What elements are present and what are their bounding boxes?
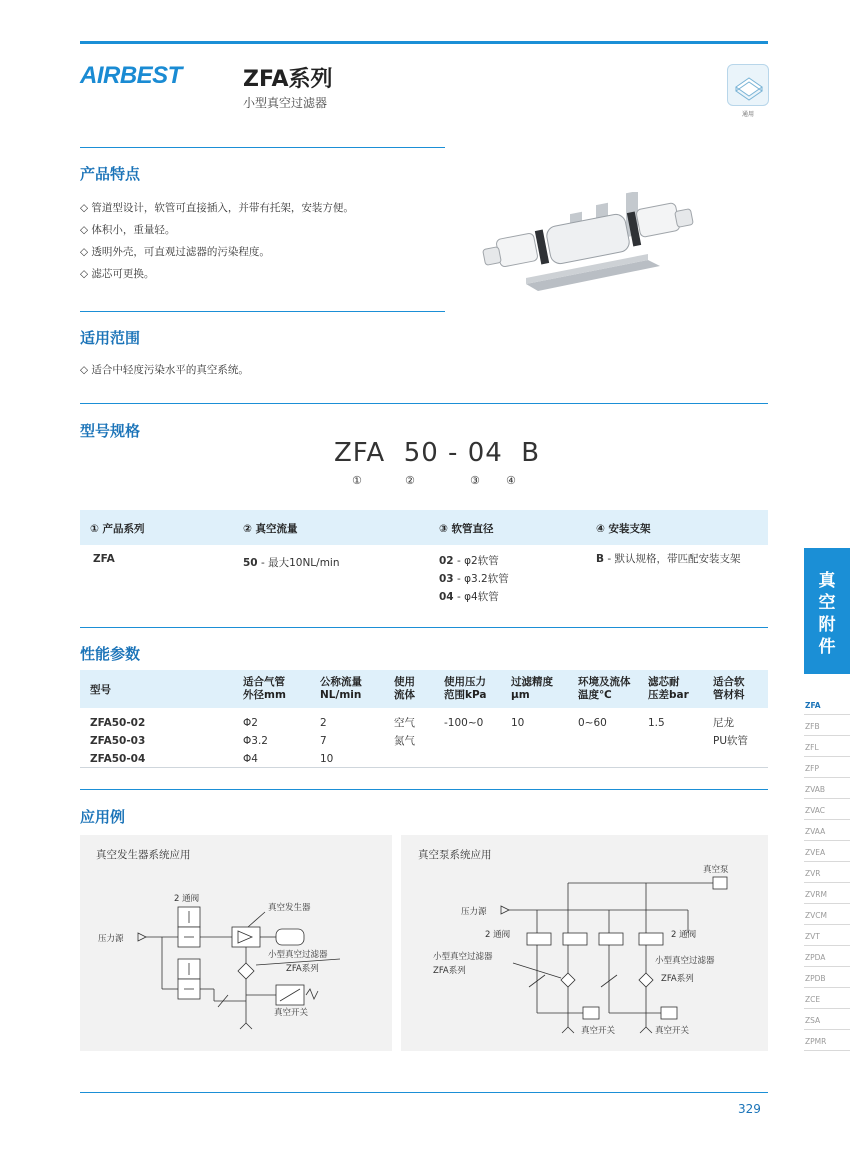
perf-header: 公称流量 NL/min [320,676,362,701]
right-valve-right-label: 2 通阀 [671,930,697,940]
right-series-left-label: ZFA系列 [433,966,466,976]
perf-header: 适合软 管材料 [713,676,745,701]
side-nav-item-zvrm[interactable]: ZVRM [804,883,850,904]
perf-flow: 7 [320,735,327,747]
perf-fluid-item: 氮气 [394,735,415,747]
perf-header: 使用压力 范围kPa [444,676,487,701]
left-source-label: 压力源 [98,934,124,944]
right-valve-left-label: 2 通阀 [485,930,511,940]
series-title: ZFA系列 [243,67,333,92]
left-switch-label: 真空开关 [274,1008,309,1018]
side-nav-item-zvac[interactable]: ZVAC [804,799,850,820]
marker-2: ② [405,474,415,487]
scope-rule [80,311,445,312]
marker-1: ① [352,474,362,487]
performance-rule [80,627,768,628]
perf-header: 过滤精度 μm [511,676,553,701]
spec-bracket-value: B - 默认规格，带匹配安装支架 [596,553,741,565]
perf-flow: 2 [320,717,327,729]
perf-model: ZFA50-04 [90,753,146,765]
feature-item: ◇ 透明外壳，可直观过滤器的污染程度。 [80,246,270,258]
side-nav-item-zce[interactable]: ZCE [804,988,850,1009]
scope-title: 适用范围 [80,329,141,347]
side-nav-item-zvr[interactable]: ZVR [804,862,850,883]
product-image [478,192,698,302]
perf-materials [713,714,748,750]
perf-model: ZFA50-03 [90,735,146,747]
perf-diff-pressure: 1.5 [648,717,665,729]
right-filter-left-label: 小型真空过滤器 [433,952,493,962]
perf-precision: 10 [511,717,525,729]
spec-header: ① 产品系列 [90,523,145,535]
perf-fluid-item: 空气 [394,717,415,729]
model-rule [80,403,768,404]
left-valve-label: 2 通阀 [174,894,200,904]
perf-header: 滤芯耐 压差bar [648,676,689,701]
perf-diameters [243,714,268,768]
side-nav-item-zpda[interactable]: ZPDA [804,946,850,967]
model-title: 型号规格 [80,422,141,440]
feature-item: ◇ 滤芯可更换。 [80,268,155,280]
general-use-icon [727,64,769,106]
perf-model: ZFA50-02 [90,717,146,729]
spec-hose-item: 02 - φ2软管 [439,555,499,567]
spec-hose-item: 04 - φ4软管 [439,591,499,603]
left-series-label: ZFA系列 [286,964,319,974]
side-nav-item-zvab[interactable]: ZVAB [804,778,850,799]
spec-hose-item: 03 - φ3.2软管 [439,573,509,585]
scope-item: ◇ 适合中轻度污染水平的真空系统。 [80,364,249,376]
right-switch-left-label: 真空开关 [581,1026,616,1036]
marker-4: ④ [506,474,516,487]
spec-table-header [80,510,768,545]
left-filter-label: 小型真空过滤器 [268,950,328,960]
side-nav-item-zvea[interactable]: ZVEA [804,841,850,862]
right-filter-right-label: 小型真空过滤器 [655,956,715,966]
feature-item: ◇ 体积小，重量轻。 [80,224,176,236]
side-nav-item-zfp[interactable]: ZFP [804,757,850,778]
left-diagram-title: 真空发生器系统应用 [96,849,191,861]
perf-flows [320,714,333,768]
features-rule [80,147,445,148]
application-rule [80,789,768,790]
side-nav-item-zfb[interactable]: ZFB [804,715,850,736]
spec-flow-value: 50 - 最大10NL/min [243,557,340,569]
left-diagram [80,835,392,1051]
perf-diameter: Φ2 [243,717,258,729]
side-nav-item-zsa[interactable]: ZSA [804,1009,850,1030]
perf-header: 型号 [90,684,111,696]
perf-temperature: 0~60 [578,717,607,729]
brand-logo: AIRBEST [80,62,182,89]
model-code: ZFA 50 - 04 B [334,438,541,468]
perf-diameter: Φ3.2 [243,735,268,747]
spec-header: ④ 安装支架 [596,523,651,535]
top-rule [80,41,768,44]
perf-header: 适合气管 外径mm [243,676,286,701]
spec-header: ② 真空流量 [243,523,298,535]
right-source-label: 压力源 [461,907,487,917]
side-nav-item-zpmr[interactable]: ZPMR [804,1030,850,1051]
page-number: 329 [738,1102,761,1116]
perf-flow: 10 [320,753,334,765]
perf-material: PU软管 [713,735,749,747]
perf-header: 环境及流体 温度℃ [578,676,631,701]
right-diagram [401,835,768,1051]
right-switch-right-label: 真空开关 [655,1026,690,1036]
perf-pressure: -100~0 [444,717,484,729]
side-category-tab[interactable] [804,548,850,674]
side-nav-item-zfl[interactable]: ZFL [804,736,850,757]
side-category-label: 真空附件 [818,571,836,657]
side-nav-item-zpdb[interactable]: ZPDB [804,967,850,988]
perf-models [90,714,145,768]
right-pump-label: 真空泵 [703,865,729,875]
perf-table-bottom [80,767,768,768]
performance-title: 性能参数 [80,645,141,663]
footer-rule [80,1092,768,1093]
side-nav-item-zvcm[interactable]: ZVCM [804,904,850,925]
spec-hose-values [439,552,509,606]
feature-item: ◇ 管道型设计，软管可直接插入，并带有托架，安装方便。 [80,202,354,214]
side-nav-item-zvt[interactable]: ZVT [804,925,850,946]
right-diagram-title: 真空泵系统应用 [418,849,492,861]
application-title: 应用例 [80,808,126,826]
features-title: 产品特点 [80,165,141,183]
general-use-label: 通用 [741,111,754,118]
spec-header: ③ 软管直径 [439,523,494,535]
perf-fluid [394,714,415,750]
side-nav-item-zfa[interactable]: ZFA [804,694,850,715]
perf-diameter: Φ4 [243,753,258,765]
perf-header: 使用 流体 [394,676,415,701]
spec-series-value: ZFA [93,553,115,565]
perf-material: 尼龙 [713,717,734,729]
side-nav-item-zvaa[interactable]: ZVAA [804,820,850,841]
marker-3: ③ [470,474,480,487]
right-series-right-label: ZFA系列 [661,974,694,984]
series-subtitle: 小型真空过滤器 [243,96,328,110]
left-generator-label: 真空发生器 [268,903,311,913]
